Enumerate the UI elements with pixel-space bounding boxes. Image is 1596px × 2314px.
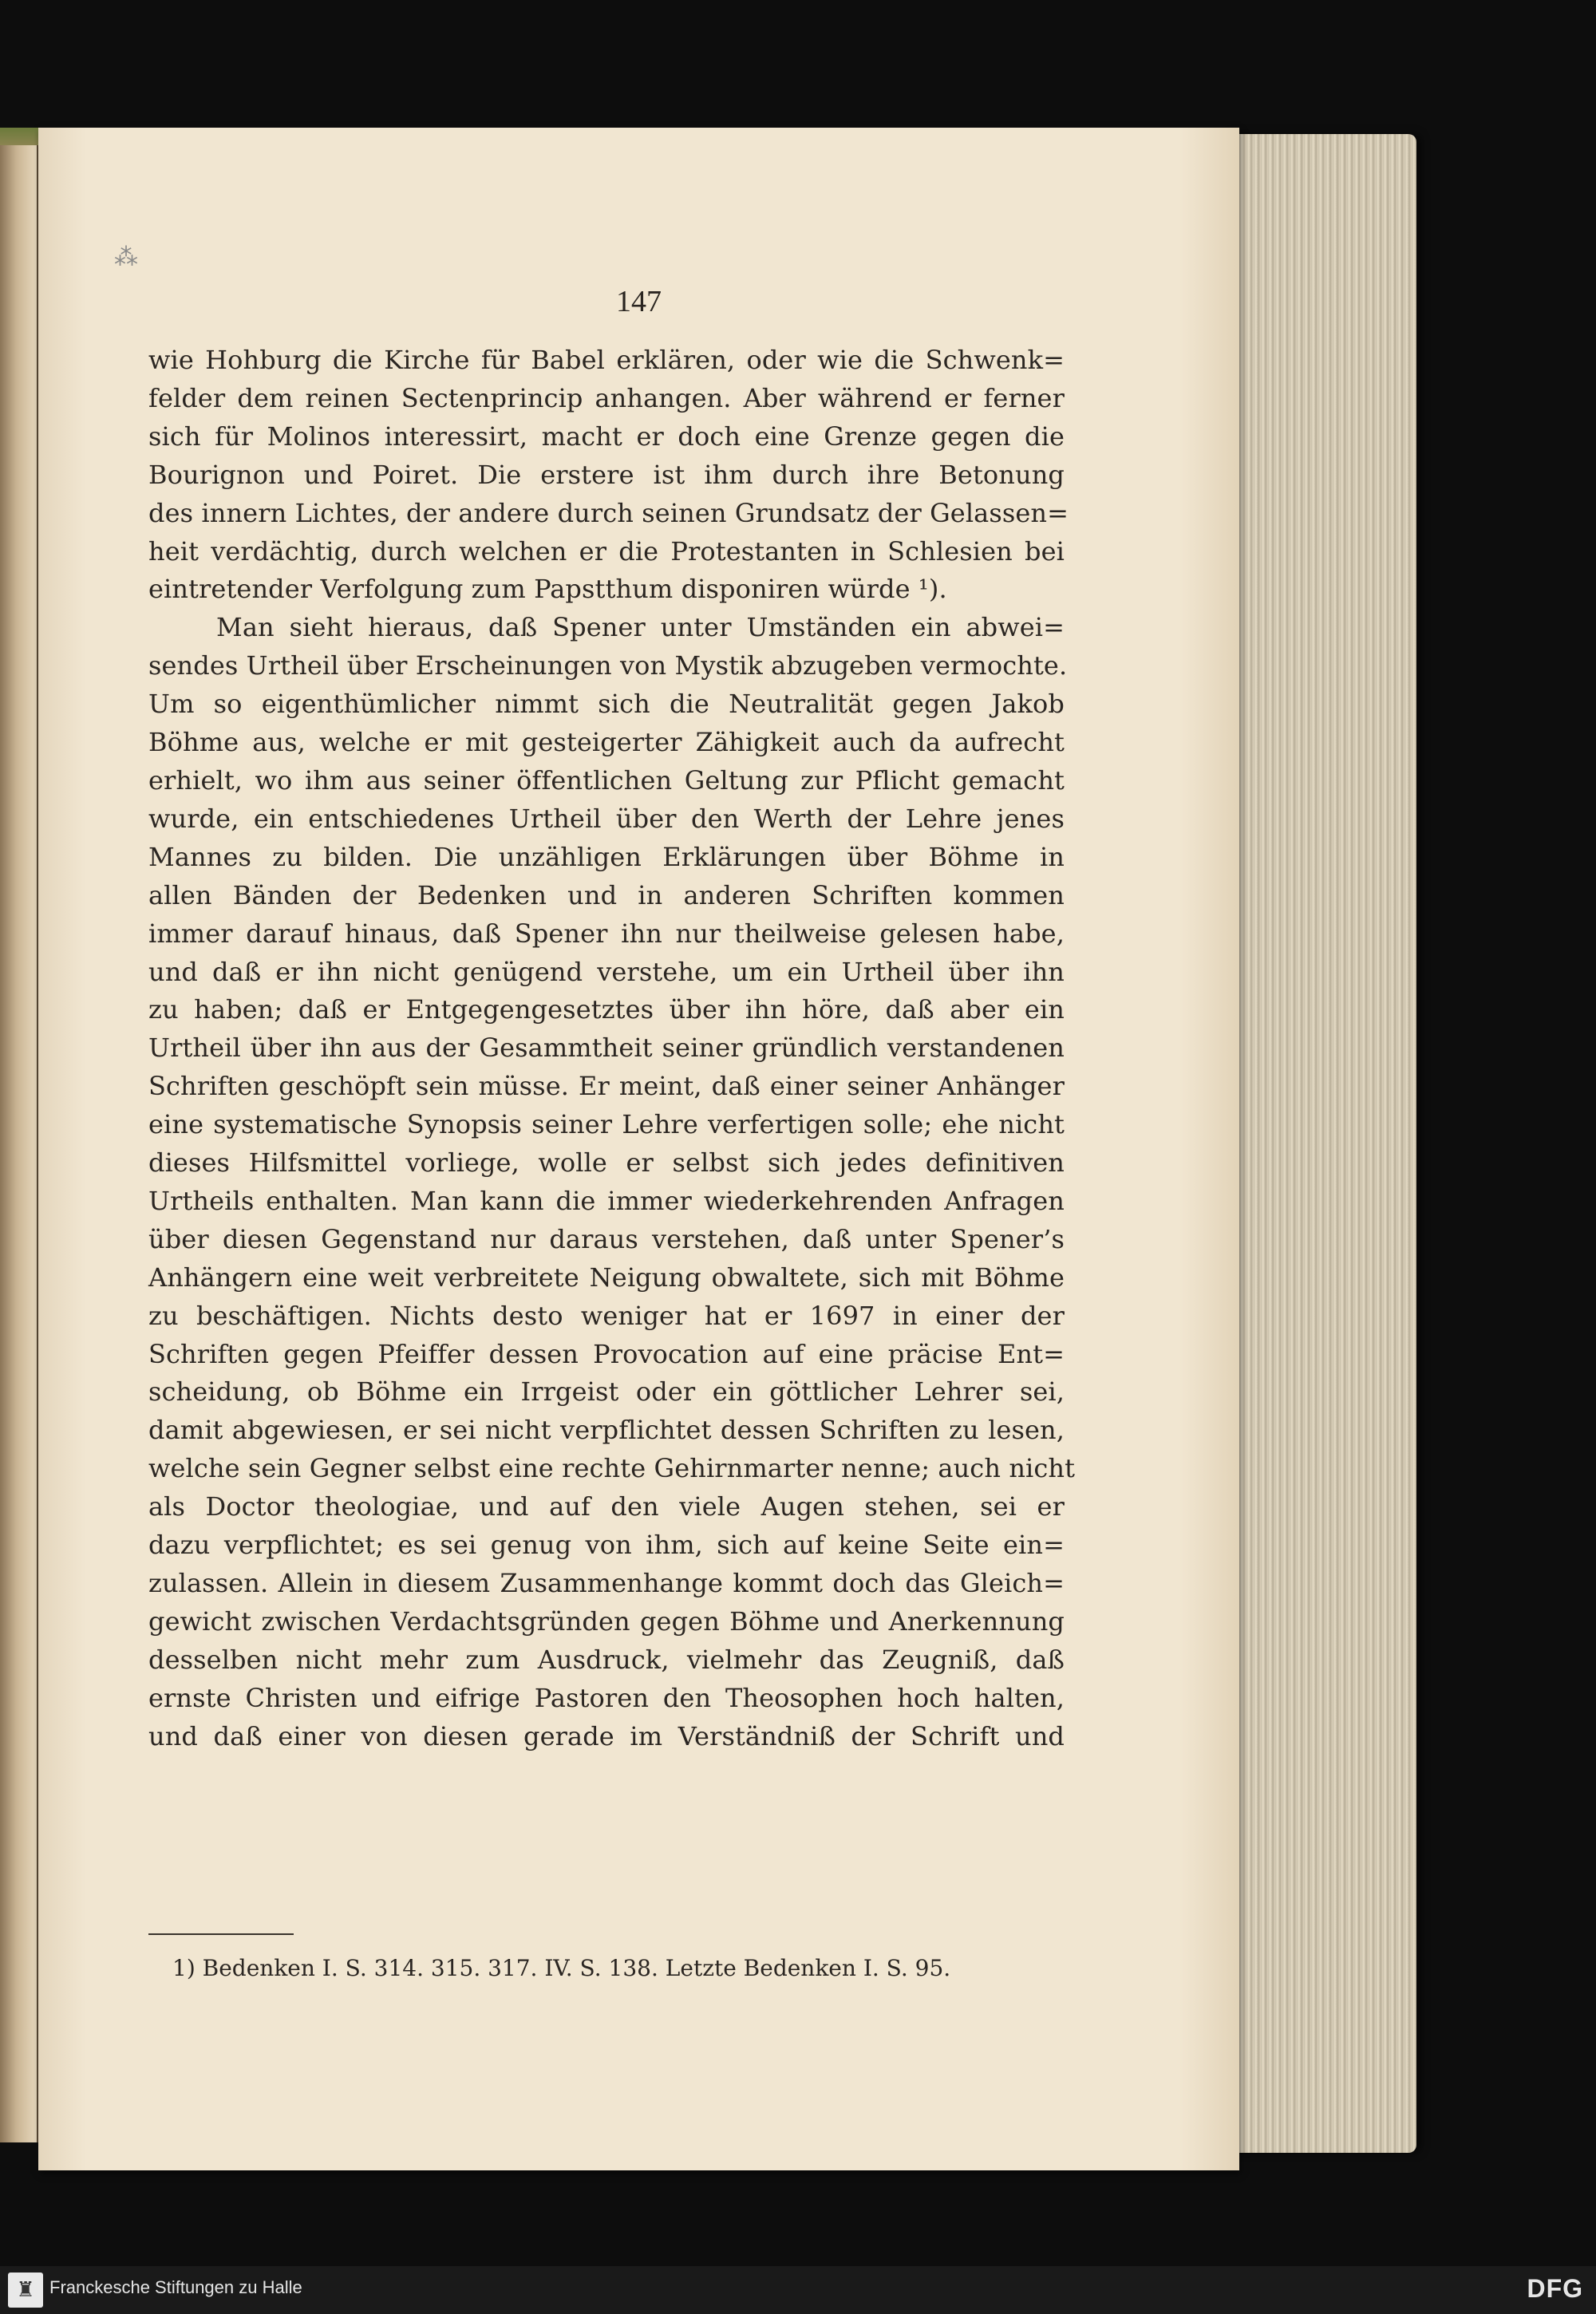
previous-page-edge bbox=[0, 132, 38, 2142]
text-line: zu beschäftigen. Nichts desto weniger hat er 1697 in einer der bbox=[148, 1300, 1065, 1331]
body-text bbox=[148, 342, 1076, 1756]
page-stack-edge bbox=[1225, 134, 1416, 2153]
text-line: dieses Hilfsmittel vorliege, wolle er selbst sich jedes definitiven bbox=[148, 1147, 1065, 1179]
margin-mark: ⁂ bbox=[114, 243, 138, 271]
text-line: desselben nicht mehr zum Ausdruck, vielmehr das Zeugniß, daß bbox=[148, 1644, 1065, 1675]
text-line: Um so eigenthümlicher nimmt sich die Neutralität gegen Jakob bbox=[148, 689, 1065, 720]
text-line: Bourignon und Poiret. Die erstere ist ihm durch ihre Betonung bbox=[148, 459, 1065, 490]
footnote: 1) Bedenken I. S. 314. 315. 317. IV. S. 138. Letzte Bedenken I. S. 95. bbox=[172, 1955, 951, 1981]
dfg-logo: DFG bbox=[1527, 2274, 1583, 2303]
text-line: und daß einer von diesen gerade im Verständniß der Schrift und bbox=[148, 1720, 1065, 1751]
text-line: eine systematische Synopsis seiner Lehre verfertigen solle; ehe nicht bbox=[148, 1109, 1065, 1140]
text-line: felder dem reinen Sectenprincip anhangen. Aber während er ferner bbox=[148, 382, 1065, 413]
text-line: heit verdächtig, durch welchen er die Protestanten in Schlesien bei bbox=[148, 535, 1065, 567]
text-line: zulassen. Allein in diesem Zusammenhange kommt doch das Gleich= bbox=[148, 1568, 1065, 1598]
institution-caption: Franckesche Stiftungen zu Halle bbox=[49, 2277, 302, 2297]
institution-logo-icon: ♜ bbox=[8, 2273, 43, 2308]
text-line: allen Bänden der Bedenken und in anderen Schriften kommen bbox=[148, 879, 1065, 910]
text-line: Böhme aus, welche er mit gesteigerter Zähigkeit auch da aufrecht bbox=[148, 727, 1065, 758]
text-line: dazu verpflichtet; es sei genug von ihm, sich auf keine Seite ein= bbox=[148, 1530, 1065, 1561]
text-line: erhielt, wo ihm aus seiner öffentlichen Geltung zur Pflicht gemacht bbox=[148, 764, 1065, 796]
text-line: wie Hohburg die Kirche für Babel erklären, oder wie die Schwenk= bbox=[148, 345, 1065, 375]
text-line: wurde, ein entschiedenes Urtheil über den Werth der Lehre jenes bbox=[148, 803, 1065, 834]
paragraph-2 bbox=[148, 609, 1076, 1755]
text-line: Urtheil über ihn aus der Gesammtheit seiner gründlich verstandenen bbox=[148, 1033, 1065, 1064]
paragraph-1 bbox=[148, 342, 1069, 609]
text-line: ernste Christen und eifrige Pastoren den Theosophen hoch halten, bbox=[148, 1682, 1065, 1713]
viewer-footer-bar bbox=[0, 2266, 1596, 2314]
text-line: Schriften gegen Pfeiffer dessen Provocation auf eine präcise Ent= bbox=[148, 1338, 1065, 1369]
book-page bbox=[38, 128, 1239, 2170]
page-number: 147 bbox=[616, 285, 662, 318]
text-line: als Doctor theologiae, und auf den viele Augen stehen, sei er bbox=[148, 1491, 1065, 1522]
text-line: scheidung, ob Böhme ein Irrgeist oder ein göttlicher Lehrer sei, bbox=[148, 1376, 1065, 1408]
text-line: welche sein Gegner selbst eine rechte Gehirnmarter nenne; auch nicht bbox=[148, 1453, 1076, 1484]
text-line: zu haben; daß er Entgegengesetztes über ihn höre, daß aber ein bbox=[148, 994, 1065, 1025]
text-line: Man sieht hieraus, daß Spener unter Umständen ein abwei= bbox=[216, 612, 1065, 643]
text-line: sendes Urtheil über Erscheinungen von Mystik abzugeben vermochte. bbox=[148, 650, 1068, 681]
text-line: Anhängern eine weit verbreitete Neigung obwaltete, sich mit Böhme bbox=[148, 1262, 1065, 1293]
text-line: über diesen Gegenstand nur daraus verstehen, daß unter Spener’s bbox=[148, 1223, 1065, 1254]
text-line: Schriften geschöpft sein müsse. Er meint, daß einer seiner Anhänger bbox=[148, 1071, 1065, 1102]
text-line: immer darauf hinaus, daß Spener ihn nur theilweise gelesen habe, bbox=[148, 918, 1065, 949]
text-line: eintretender Verfolgung zum Papstthum disponiren würde ¹). bbox=[148, 574, 947, 605]
text-line: gewicht zwischen Verdachtsgründen gegen Böhme und Anerkennung bbox=[148, 1605, 1065, 1637]
text-line: Mannes zu bilden. Die unzähligen Erklärungen über Böhme in bbox=[148, 841, 1065, 872]
text-line: und daß er ihn nicht genügend verstehe, um ein Urtheil über ihn bbox=[148, 956, 1065, 987]
footnote-divider bbox=[148, 1933, 294, 1935]
text-line: sich für Molinos interessirt, macht er doch eine Grenze gegen die bbox=[148, 421, 1065, 452]
text-line: Urtheils enthalten. Man kann die immer wiederkehrenden Anfragen bbox=[148, 1185, 1065, 1216]
text-line: des innern Lichtes, der andere durch seinen Grundsatz der Gelassen= bbox=[148, 497, 1069, 528]
text-line: damit abgewiesen, er sei nicht verpflichtet dessen Schriften zu lesen, bbox=[148, 1415, 1065, 1446]
